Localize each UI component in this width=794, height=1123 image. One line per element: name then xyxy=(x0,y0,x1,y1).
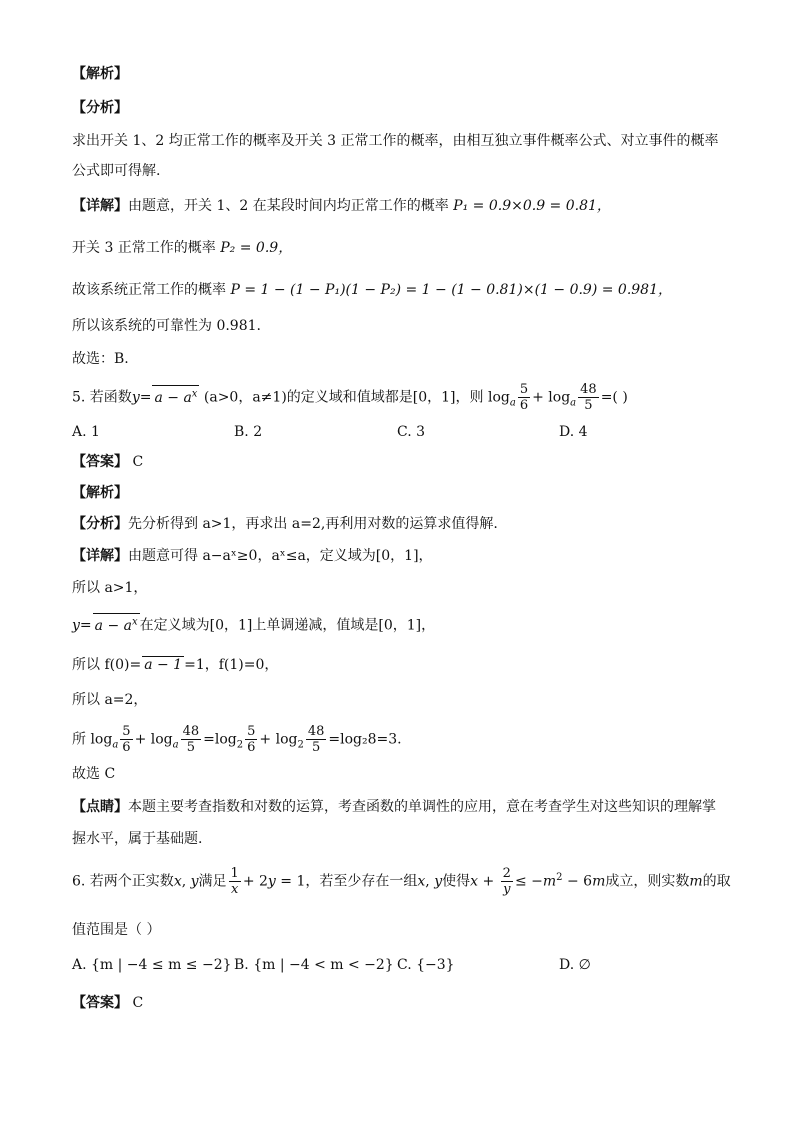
calc-prefix: 所 xyxy=(72,731,86,748)
p2-formula: P₂ = 0.9， xyxy=(220,240,293,256)
answer-value: C xyxy=(132,454,144,470)
q6-stem-f: 的取 xyxy=(702,873,731,890)
frac-5-6: $\frac{5}{6}$ xyxy=(519,382,529,413)
q6-stem-b: 满足 xyxy=(198,873,227,890)
dianjing-tag: 【点睛】 xyxy=(72,799,128,815)
p1-formula: P₁ = 0.9×0.9 = 0.81， xyxy=(453,198,611,214)
mono-line: $y= a - a^x$ 在定义域为[0，1]上单调递减，值域是[0，1]， xyxy=(72,613,435,636)
q6-option-c: C. {−3} xyxy=(397,957,455,973)
q6-option-b: B. {m | −4 < m < −2} xyxy=(234,957,394,973)
dianjing-line2: 握水平，属于基础题. xyxy=(72,831,203,847)
reliability-line: 所以该系统的可靠性为 0.981. xyxy=(72,318,261,334)
q5-option-c: C. 3 xyxy=(397,424,426,440)
mono-text: 在定义域为[0，1]上单调递减，值域是[0，1]， xyxy=(139,617,436,634)
switch3-line xyxy=(72,238,292,258)
q6-option-d: D. ∅ xyxy=(559,957,591,973)
f-values-a: 所以 f(0)= xyxy=(72,657,142,673)
switch3-text: 开关 3 正常工作的概率 xyxy=(72,240,216,256)
q6-answer-line xyxy=(72,993,143,1013)
fenxi-tag: 【分析】 xyxy=(72,516,128,532)
choose-c-line: 故选 C xyxy=(72,766,116,782)
frac-48-5: $\frac{48}{5}$ xyxy=(580,382,597,413)
q5-option-d: D. 4 xyxy=(559,424,588,440)
q6-stem-e: 成立，则实数 xyxy=(605,873,690,890)
dianjing-text-a: 本题主要考查指数和对数的运算，考查函数的单调性的应用，意在考查学生对这些知识的理解掌 xyxy=(128,799,716,815)
q5-option-b: B. 2 xyxy=(234,424,263,440)
calc-tail: =log₂8=3. xyxy=(328,731,402,748)
xiangjie-line xyxy=(72,196,611,216)
q5-stem-a: 5. 若函数 xyxy=(72,389,132,406)
q5-stem: 5. 若函数$y= a - a^x$ (a>0，a≠1)的定义域和值域都是[0，1]，则 $\log_a$ $\frac{5}{6}$ + $\log_a$ $\frac{48}{5}$ =( ) xyxy=(72,382,628,413)
answer-tag: 【答案】 xyxy=(72,995,128,1011)
xiangjie-text: 由题意，开关 1、2 在某段时间内均正常工作的概率 xyxy=(128,198,449,214)
analysis-heading: 【解析】 xyxy=(72,66,128,82)
answer-tag: 【答案】 xyxy=(72,454,128,470)
q5-stem-end: =( ) xyxy=(600,389,628,406)
xiangjie-tag: 【详解】 xyxy=(72,198,128,214)
system-formula: P = 1 − (1 − P₁)(1 − P₂) = 1 − (1 − 0.81)×(1 − 0.9) = 0.981， xyxy=(230,282,672,298)
so-a-gt-1: 所以 a>1， xyxy=(72,580,148,596)
q5-stem-cond: (a>0，a≠1)的定义域和值域都是[0，1]，则 xyxy=(203,389,484,406)
sqrt-a-minus-1: a − 1 xyxy=(144,657,183,673)
system-line xyxy=(72,280,672,300)
q5-answer-line xyxy=(72,452,143,472)
q5-fenxi-line xyxy=(72,514,498,534)
fenxi-heading: 【分析】 xyxy=(72,100,128,116)
sqrt-expr: $a - a^x$ xyxy=(152,385,199,406)
q6-option-a: A. {m | −4 ≤ m ≤ −2} xyxy=(72,957,232,973)
fenxi-text: 先分析得到 a>1，再求出 a=2,再利用对数的运算求值得解. xyxy=(128,516,498,532)
choose-b-line: 故选：B. xyxy=(72,351,129,367)
q6-stem-c: ，若至少存在一组 xyxy=(305,873,418,890)
f-values-b: =1，f(1)=0， xyxy=(184,657,279,673)
sqrt-expr: $a - a^x$ xyxy=(93,613,140,634)
system-text: 故该系统正常工作的概率 xyxy=(72,282,226,298)
xiangjie-tag: 【详解】 xyxy=(72,548,128,564)
q6-stem-a: 6. 若两个正实数 xyxy=(72,873,174,890)
dianjing-line1 xyxy=(72,797,716,817)
f-values-line xyxy=(72,655,278,675)
q5-option-a: A. 1 xyxy=(72,424,100,440)
calc-line: 所 $\log_a$ $\frac{5}{6}$ + $\log_a$ $\frac{48}{5}$ $=\log_2$ $\frac{5}{6}$ + $\log_2$ $\frac{48}{5}$ =log₂8=3. xyxy=(72,724,402,755)
so-a-eq-2: 所以 a=2， xyxy=(72,692,148,708)
q6-stem-g: 值范围是（ ） xyxy=(72,922,161,938)
q6-stem-d: 使得 xyxy=(442,873,471,890)
fenxi-text-line1: 求出开关 1、2 均正常工作的概率及开关 3 正常工作的概率，由相互独立事件概率公式、对立事件的概率 xyxy=(72,133,719,149)
q5-xiangjie-line xyxy=(72,546,433,566)
q5-jiexi: 【解析】 xyxy=(72,485,128,501)
xiangjie-text: 由题意可得 a−aˣ≥0，aˣ≤a，定义域为[0，1]， xyxy=(128,548,433,564)
q6-stem: 6. 若两个正实数x, y满足 $\frac{1}{x}$ + 2y = 1，若至少存在一组x, y使得x + $\frac{2}{y}$ ≤ $-m^2 - 6m$成立，则实数m的取 xyxy=(72,866,731,897)
answer-value: C xyxy=(132,995,144,1011)
fenxi-text-line2: 公式即可得解. xyxy=(72,163,161,179)
